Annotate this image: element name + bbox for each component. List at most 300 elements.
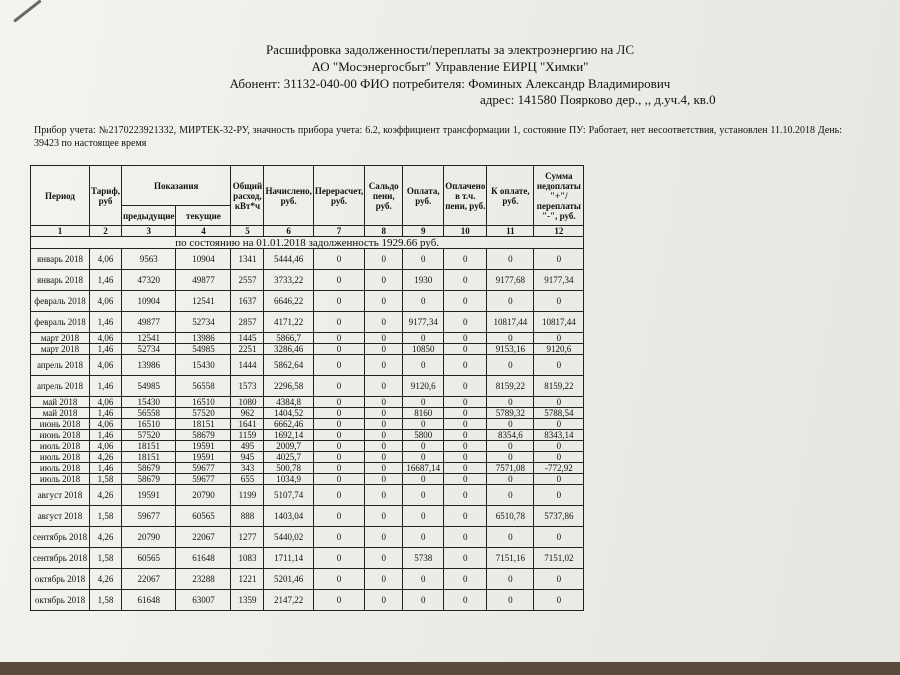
cell-tariff: 4,26 bbox=[90, 485, 122, 506]
col-number: 3 bbox=[121, 226, 175, 237]
cell-prev: 58679 bbox=[121, 474, 175, 485]
cell-sum: 5788,54 bbox=[534, 408, 584, 419]
table-row bbox=[31, 270, 584, 291]
cell-prev: 52734 bbox=[121, 344, 175, 355]
cell-topay: 0 bbox=[487, 527, 534, 548]
header-consumption: Общий расход, кВт*ч bbox=[231, 166, 264, 226]
cell-pen: 0 bbox=[365, 312, 403, 333]
cell-charged: 4171,22 bbox=[264, 312, 313, 333]
cell-paidpen: 0 bbox=[444, 548, 487, 569]
cell-sum: 0 bbox=[534, 485, 584, 506]
cell-cur: 23288 bbox=[176, 569, 231, 590]
balance-note: по состоянию на 01.01.2018 задолженность 1929.66 руб. bbox=[31, 237, 584, 249]
balance-row bbox=[31, 237, 584, 249]
cell-cur: 52734 bbox=[176, 312, 231, 333]
col-number: 9 bbox=[403, 226, 444, 237]
cell-topay: 0 bbox=[487, 474, 534, 485]
cell-pen: 0 bbox=[365, 548, 403, 569]
cell-pay: 9120,6 bbox=[403, 376, 444, 397]
header-tariff: Тариф, руб bbox=[90, 166, 122, 226]
cell-paidpen: 0 bbox=[444, 270, 487, 291]
cell-tariff: 4,26 bbox=[90, 452, 122, 463]
cell-period: март 2018 bbox=[31, 333, 90, 344]
cell-cur: 16510 bbox=[176, 397, 231, 408]
cell-pay: 0 bbox=[403, 452, 444, 463]
header-recalc: Перерасчет, руб. bbox=[313, 166, 364, 226]
cell-pay: 8160 bbox=[403, 408, 444, 419]
cell-charged: 2009,7 bbox=[264, 441, 313, 452]
cell-paidpen: 0 bbox=[444, 527, 487, 548]
col-number: 10 bbox=[444, 226, 487, 237]
cell-pen: 0 bbox=[365, 441, 403, 452]
cell-topay: 7571,08 bbox=[487, 463, 534, 474]
cell-cons: 1641 bbox=[231, 419, 264, 430]
cell-prev: 56558 bbox=[121, 408, 175, 419]
cell-topay: 0 bbox=[487, 291, 534, 312]
cell-sum: 9177,34 bbox=[534, 270, 584, 291]
cell-paidpen: 0 bbox=[444, 355, 487, 376]
cell-prev: 58679 bbox=[121, 463, 175, 474]
cell-pay: 9177,34 bbox=[403, 312, 444, 333]
cell-charged: 4025,7 bbox=[264, 452, 313, 463]
cell-charged: 1404,52 bbox=[264, 408, 313, 419]
cell-tariff: 1,46 bbox=[90, 270, 122, 291]
cell-pay: 0 bbox=[403, 441, 444, 452]
cell-prev: 16510 bbox=[121, 419, 175, 430]
cell-pay: 0 bbox=[403, 474, 444, 485]
cell-sum: 8159,22 bbox=[534, 376, 584, 397]
cell-period: апрель 2018 bbox=[31, 376, 90, 397]
cell-topay: 0 bbox=[487, 249, 534, 270]
header-charged: Начислено, руб. bbox=[264, 166, 313, 226]
table-row bbox=[31, 474, 584, 485]
cell-pay: 0 bbox=[403, 333, 444, 344]
table-row bbox=[31, 419, 584, 430]
cell-pen: 0 bbox=[365, 355, 403, 376]
cell-topay: 5789,32 bbox=[487, 408, 534, 419]
cell-prev: 12541 bbox=[121, 333, 175, 344]
cell-charged: 500,78 bbox=[264, 463, 313, 474]
header-penalty-balance: Сальдо пени, руб. bbox=[365, 166, 403, 226]
cell-pay: 5738 bbox=[403, 548, 444, 569]
cell-charged: 4384,8 bbox=[264, 397, 313, 408]
cell-paidpen: 0 bbox=[444, 408, 487, 419]
cell-pen: 0 bbox=[365, 408, 403, 419]
cell-prev: 54985 bbox=[121, 376, 175, 397]
table-row bbox=[31, 527, 584, 548]
table-row bbox=[31, 485, 584, 506]
cell-pen: 0 bbox=[365, 291, 403, 312]
cell-pen: 0 bbox=[365, 397, 403, 408]
cell-topay: 8354,6 bbox=[487, 430, 534, 441]
cell-topay: 0 bbox=[487, 397, 534, 408]
cell-pay: 0 bbox=[403, 485, 444, 506]
cell-cons: 888 bbox=[231, 506, 264, 527]
cell-cur: 54985 bbox=[176, 344, 231, 355]
cell-sum: 0 bbox=[534, 474, 584, 485]
column-number-row bbox=[31, 226, 584, 237]
cell-prev: 60565 bbox=[121, 548, 175, 569]
header-payment: Оплата, руб. bbox=[403, 166, 444, 226]
cell-recalc: 0 bbox=[313, 419, 364, 430]
cell-topay: 0 bbox=[487, 419, 534, 430]
cell-topay: 0 bbox=[487, 590, 534, 611]
cell-pay: 16687,14 bbox=[403, 463, 444, 474]
cell-pay: 5800 bbox=[403, 430, 444, 441]
cell-period: сентябрь 2018 bbox=[31, 527, 90, 548]
cell-topay: 0 bbox=[487, 333, 534, 344]
cell-period: июль 2018 bbox=[31, 463, 90, 474]
cell-cons: 2251 bbox=[231, 344, 264, 355]
cell-prev: 57520 bbox=[121, 430, 175, 441]
cell-prev: 20790 bbox=[121, 527, 175, 548]
col-number: 4 bbox=[176, 226, 231, 237]
cell-cons: 655 bbox=[231, 474, 264, 485]
cell-charged: 2296,58 bbox=[264, 376, 313, 397]
cell-pay: 0 bbox=[403, 249, 444, 270]
cell-tariff: 4,06 bbox=[90, 419, 122, 430]
cell-charged: 1034,9 bbox=[264, 474, 313, 485]
cell-recalc: 0 bbox=[313, 376, 364, 397]
cell-cons: 1083 bbox=[231, 548, 264, 569]
cell-topay: 0 bbox=[487, 452, 534, 463]
cell-paidpen: 0 bbox=[444, 312, 487, 333]
cell-tariff: 1,46 bbox=[90, 312, 122, 333]
cell-paidpen: 0 bbox=[444, 376, 487, 397]
cell-recalc: 0 bbox=[313, 312, 364, 333]
cell-recalc: 0 bbox=[313, 485, 364, 506]
cell-tariff: 1,58 bbox=[90, 590, 122, 611]
cell-charged: 1711,14 bbox=[264, 548, 313, 569]
cell-pay: 10850 bbox=[403, 344, 444, 355]
cell-period: октябрь 2018 bbox=[31, 569, 90, 590]
cell-topay: 8159,22 bbox=[487, 376, 534, 397]
cell-sum: 0 bbox=[534, 397, 584, 408]
table-row bbox=[31, 312, 584, 333]
table-row bbox=[31, 452, 584, 463]
cell-pen: 0 bbox=[365, 474, 403, 485]
cell-charged: 1403,04 bbox=[264, 506, 313, 527]
cell-period: июль 2018 bbox=[31, 452, 90, 463]
cell-pay: 0 bbox=[403, 397, 444, 408]
table-row bbox=[31, 376, 584, 397]
cell-cur: 19591 bbox=[176, 441, 231, 452]
cell-recalc: 0 bbox=[313, 506, 364, 527]
table-row bbox=[31, 344, 584, 355]
table-row bbox=[31, 506, 584, 527]
cell-charged: 5201,46 bbox=[264, 569, 313, 590]
cell-sum: 0 bbox=[534, 441, 584, 452]
cell-cur: 60565 bbox=[176, 506, 231, 527]
cell-topay: 7151,16 bbox=[487, 548, 534, 569]
cell-pen: 0 bbox=[365, 419, 403, 430]
cell-period: октябрь 2018 bbox=[31, 590, 90, 611]
cell-charged: 3733,22 bbox=[264, 270, 313, 291]
cell-tariff: 1,46 bbox=[90, 430, 122, 441]
cell-sum: 0 bbox=[534, 355, 584, 376]
cell-pay: 0 bbox=[403, 355, 444, 376]
cell-pen: 0 bbox=[365, 527, 403, 548]
cell-prev: 59677 bbox=[121, 506, 175, 527]
cell-prev: 22067 bbox=[121, 569, 175, 590]
table-row bbox=[31, 548, 584, 569]
cell-tariff: 4,06 bbox=[90, 441, 122, 452]
cell-pay: 0 bbox=[403, 291, 444, 312]
cell-charged: 5862,64 bbox=[264, 355, 313, 376]
table-row bbox=[31, 463, 584, 474]
header-to-pay: К оплате, руб. bbox=[487, 166, 534, 226]
cell-tariff: 1,58 bbox=[90, 506, 122, 527]
cell-period: май 2018 bbox=[31, 397, 90, 408]
cell-recalc: 0 bbox=[313, 452, 364, 463]
cell-paidpen: 0 bbox=[444, 485, 487, 506]
table-row bbox=[31, 430, 584, 441]
cell-sum: 0 bbox=[534, 333, 584, 344]
cell-prev: 49877 bbox=[121, 312, 175, 333]
cell-paidpen: 0 bbox=[444, 419, 487, 430]
meter-info: Прибор учета: №2170223921332, МИРТЕК-32-РУ, значность прибора учета: 6.2, коэффициент трансформации 1, состояние ПУ: Работает, нет несоответствия, установлен 11.10.2018 День: 39423 по настоящее время bbox=[34, 125, 842, 149]
cell-recalc: 0 bbox=[313, 463, 364, 474]
cell-sum: 0 bbox=[534, 590, 584, 611]
cell-recalc: 0 bbox=[313, 590, 364, 611]
organization-line: АО "Мосэнергосбыт" Управление ЕИРЦ "Химки" bbox=[311, 59, 589, 74]
cell-pay: 1930 bbox=[403, 270, 444, 291]
cell-paidpen: 0 bbox=[444, 344, 487, 355]
cell-sum: 5737,86 bbox=[534, 506, 584, 527]
header-prev: предыдущие bbox=[121, 206, 175, 226]
cell-cur: 63007 bbox=[176, 590, 231, 611]
cell-cons: 1277 bbox=[231, 527, 264, 548]
cell-sum: -772,92 bbox=[534, 463, 584, 474]
address-line: адрес: 141580 Поярково дер., ,, д.уч.4, кв.0 bbox=[480, 92, 716, 107]
cell-paidpen: 0 bbox=[444, 452, 487, 463]
cell-cons: 1341 bbox=[231, 249, 264, 270]
header-period: Период bbox=[31, 166, 90, 226]
cell-pen: 0 bbox=[365, 485, 403, 506]
cell-cons: 1573 bbox=[231, 376, 264, 397]
cell-tariff: 1,46 bbox=[90, 344, 122, 355]
cell-sum: 0 bbox=[534, 249, 584, 270]
col-number: 6 bbox=[264, 226, 313, 237]
cell-recalc: 0 bbox=[313, 569, 364, 590]
cell-cons: 2857 bbox=[231, 312, 264, 333]
header-readings: Показания bbox=[121, 166, 230, 206]
cell-topay: 0 bbox=[487, 355, 534, 376]
cell-pay: 0 bbox=[403, 569, 444, 590]
subscriber-line: Абонент: 31132-040-00 ФИО потребителя: Фоминых Александр Владимирович bbox=[229, 76, 671, 91]
cell-paidpen: 0 bbox=[444, 474, 487, 485]
cell-period: апрель 2018 bbox=[31, 355, 90, 376]
col-number: 1 bbox=[31, 226, 90, 237]
cell-cons: 945 bbox=[231, 452, 264, 463]
cell-topay: 6510,78 bbox=[487, 506, 534, 527]
cell-sum: 0 bbox=[534, 291, 584, 312]
cell-sum: 0 bbox=[534, 569, 584, 590]
cell-pen: 0 bbox=[365, 333, 403, 344]
cell-paidpen: 0 bbox=[444, 333, 487, 344]
cell-tariff: 4,06 bbox=[90, 291, 122, 312]
cell-period: май 2018 bbox=[31, 408, 90, 419]
cell-cur: 15430 bbox=[176, 355, 231, 376]
col-number: 12 bbox=[534, 226, 584, 237]
cell-tariff: 4,26 bbox=[90, 569, 122, 590]
cell-paidpen: 0 bbox=[444, 430, 487, 441]
cell-paidpen: 0 bbox=[444, 506, 487, 527]
cell-tariff: 4,06 bbox=[90, 397, 122, 408]
cell-prev: 47320 bbox=[121, 270, 175, 291]
cell-period: февраль 2018 bbox=[31, 291, 90, 312]
col-number: 11 bbox=[487, 226, 534, 237]
cell-tariff: 1,58 bbox=[90, 548, 122, 569]
cell-topay: 9177,68 bbox=[487, 270, 534, 291]
cell-pen: 0 bbox=[365, 452, 403, 463]
cell-paidpen: 0 bbox=[444, 291, 487, 312]
cell-paidpen: 0 bbox=[444, 249, 487, 270]
header-current: текущие bbox=[176, 206, 231, 226]
cell-pen: 0 bbox=[365, 506, 403, 527]
cell-cons: 1359 bbox=[231, 590, 264, 611]
cell-recalc: 0 bbox=[313, 333, 364, 344]
cell-cur: 22067 bbox=[176, 527, 231, 548]
cell-cons: 1080 bbox=[231, 397, 264, 408]
cell-charged: 2147,22 bbox=[264, 590, 313, 611]
cell-pen: 0 bbox=[365, 344, 403, 355]
cell-cons: 962 bbox=[231, 408, 264, 419]
cell-topay: 0 bbox=[487, 569, 534, 590]
cell-period: март 2018 bbox=[31, 344, 90, 355]
cell-period: февраль 2018 bbox=[31, 312, 90, 333]
cell-cur: 13986 bbox=[176, 333, 231, 344]
cell-tariff: 4,06 bbox=[90, 355, 122, 376]
header-paid-penalty: Оплачено в т.ч. пени, руб. bbox=[444, 166, 487, 226]
document-title: Расшифровка задолженности/переплаты за электроэнергию на ЛС bbox=[265, 42, 635, 57]
cell-charged: 6662,46 bbox=[264, 419, 313, 430]
cell-charged: 3286,46 bbox=[264, 344, 313, 355]
cell-tariff: 1,46 bbox=[90, 408, 122, 419]
cell-period: июнь 2018 bbox=[31, 430, 90, 441]
cell-period: июль 2018 bbox=[31, 474, 90, 485]
cell-pay: 0 bbox=[403, 419, 444, 430]
cell-paidpen: 0 bbox=[444, 397, 487, 408]
cell-period: январь 2018 bbox=[31, 249, 90, 270]
cell-prev: 19591 bbox=[121, 485, 175, 506]
cell-cur: 59677 bbox=[176, 463, 231, 474]
cell-pen: 0 bbox=[365, 590, 403, 611]
cell-sum: 7151,02 bbox=[534, 548, 584, 569]
cell-period: август 2018 bbox=[31, 485, 90, 506]
cell-cons: 1159 bbox=[231, 430, 264, 441]
cell-tariff: 1,46 bbox=[90, 463, 122, 474]
cell-recalc: 0 bbox=[313, 474, 364, 485]
cell-cons: 1444 bbox=[231, 355, 264, 376]
header-sum: Сумма недоплаты "+"/ переплаты "-", руб. bbox=[534, 166, 584, 226]
cell-recalc: 0 bbox=[313, 355, 364, 376]
cell-charged: 6646,22 bbox=[264, 291, 313, 312]
table-row bbox=[31, 408, 584, 419]
cell-period: июнь 2018 bbox=[31, 419, 90, 430]
cell-sum: 0 bbox=[534, 527, 584, 548]
table-row bbox=[31, 355, 584, 376]
cell-paidpen: 0 bbox=[444, 441, 487, 452]
table-row bbox=[31, 333, 584, 344]
cell-cur: 57520 bbox=[176, 408, 231, 419]
cell-pen: 0 bbox=[365, 463, 403, 474]
cell-tariff: 1,58 bbox=[90, 474, 122, 485]
cell-charged: 5440,02 bbox=[264, 527, 313, 548]
cell-charged: 5107,74 bbox=[264, 485, 313, 506]
cell-cons: 2557 bbox=[231, 270, 264, 291]
cell-tariff: 4,06 bbox=[90, 333, 122, 344]
cell-cur: 19591 bbox=[176, 452, 231, 463]
cell-cons: 1221 bbox=[231, 569, 264, 590]
cell-cons: 1445 bbox=[231, 333, 264, 344]
col-number: 7 bbox=[313, 226, 364, 237]
cell-sum: 0 bbox=[534, 419, 584, 430]
cell-cons: 343 bbox=[231, 463, 264, 474]
cell-pen: 0 bbox=[365, 249, 403, 270]
cell-topay: 0 bbox=[487, 441, 534, 452]
cell-prev: 18151 bbox=[121, 441, 175, 452]
cell-cur: 59677 bbox=[176, 474, 231, 485]
cell-period: сентябрь 2018 bbox=[31, 548, 90, 569]
cell-recalc: 0 bbox=[313, 441, 364, 452]
cell-sum: 0 bbox=[534, 452, 584, 463]
cell-recalc: 0 bbox=[313, 527, 364, 548]
cell-paidpen: 0 bbox=[444, 569, 487, 590]
cell-cur: 10904 bbox=[176, 249, 231, 270]
cell-recalc: 0 bbox=[313, 291, 364, 312]
cell-charged: 5866,7 bbox=[264, 333, 313, 344]
table-row bbox=[31, 249, 584, 270]
cell-charged: 1692,14 bbox=[264, 430, 313, 441]
cell-prev: 15430 bbox=[121, 397, 175, 408]
cell-sum: 10817,44 bbox=[534, 312, 584, 333]
table-row bbox=[31, 441, 584, 452]
cell-recalc: 0 bbox=[313, 397, 364, 408]
table-row bbox=[31, 291, 584, 312]
cell-pay: 0 bbox=[403, 527, 444, 548]
cell-topay: 10817,44 bbox=[487, 312, 534, 333]
cell-period: январь 2018 bbox=[31, 270, 90, 291]
debt-table bbox=[30, 165, 584, 611]
cell-prev: 9563 bbox=[121, 249, 175, 270]
cell-sum: 8343,14 bbox=[534, 430, 584, 441]
cell-tariff: 4,26 bbox=[90, 527, 122, 548]
cell-prev: 10904 bbox=[121, 291, 175, 312]
cell-pen: 0 bbox=[365, 569, 403, 590]
cell-recalc: 0 bbox=[313, 344, 364, 355]
col-number: 8 bbox=[365, 226, 403, 237]
col-number: 5 bbox=[231, 226, 264, 237]
cell-period: июль 2018 bbox=[31, 441, 90, 452]
cell-topay: 0 bbox=[487, 485, 534, 506]
cell-cur: 49877 bbox=[176, 270, 231, 291]
cell-paidpen: 0 bbox=[444, 463, 487, 474]
col-number: 2 bbox=[90, 226, 122, 237]
table-row bbox=[31, 569, 584, 590]
cell-sum: 9120,6 bbox=[534, 344, 584, 355]
cell-pen: 0 bbox=[365, 430, 403, 441]
table-row bbox=[31, 590, 584, 611]
cell-cur: 12541 bbox=[176, 291, 231, 312]
cell-cur: 20790 bbox=[176, 485, 231, 506]
cell-prev: 18151 bbox=[121, 452, 175, 463]
cell-cons: 1637 bbox=[231, 291, 264, 312]
cell-pen: 0 bbox=[365, 270, 403, 291]
cell-cons: 495 bbox=[231, 441, 264, 452]
cell-recalc: 0 bbox=[313, 408, 364, 419]
cell-cur: 61648 bbox=[176, 548, 231, 569]
